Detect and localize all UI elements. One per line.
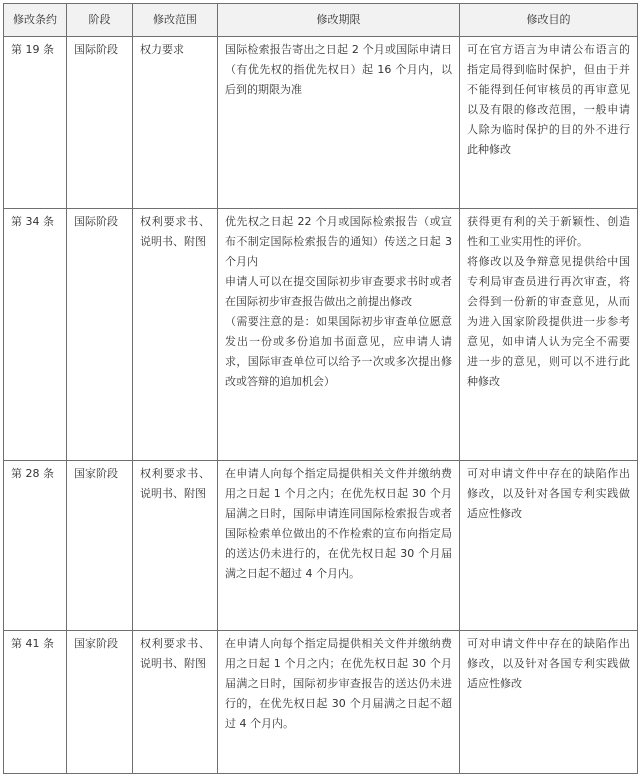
scope-cell: 权利要求书、说明书、附图 xyxy=(133,461,218,631)
scope-cell: 权力要求 xyxy=(133,37,218,209)
purpose-cell xyxy=(460,461,638,631)
purpose-text: 可在官方语言为申请公布语言的指定局得到临时保护，但由于并不能得到任何审核员的再审意见以及有限的修改范围，一般申请人除为临时保护的目的外不进行此种修改 xyxy=(467,43,630,156)
purpose-cell xyxy=(460,209,638,461)
deadline-text: 申请人可以在提交国际初步审查要求书时或者在国际初步审查报告做出之前提出修改 xyxy=(225,275,452,308)
stage-cell: 国家阶段 xyxy=(67,631,133,774)
deadline-text: 优先权之日起 22 个月或国际检索报告（或宣布不制定国际检索报告的通知）传送之日起 3 个月内 xyxy=(225,215,452,268)
deadline-text: 在申请人向每个指定局提供相关文件并缴纳费用之日起 1 个月之内；在优先权日起 30 个月届满之日时，国际初步审查报告的送达仍未进行的，在优先权日起 30 个月届满之日起不超过 4 个月内。 xyxy=(225,637,452,730)
article-cell: 第 41 条 xyxy=(4,631,67,774)
article-cell: 第 19 条 xyxy=(4,37,67,209)
table-row xyxy=(4,461,638,631)
purpose-text: 将修改以及争辩意见提供给中国专利局审查员进行再次审查，将会得到一份新的审查意见，从而为进入国家阶段提供进一步参考意见，如申请人认为完全不需要进一步的意见，则可以不进行此种修改 xyxy=(467,255,630,388)
stage-cell: 国家阶段 xyxy=(67,461,133,631)
purpose-text: 可对申请文件中存在的缺陷作出修改，以及针对各国专利实践做适应性修改 xyxy=(467,637,630,690)
scope-cell: 权利要求书、说明书、附图 xyxy=(133,209,218,461)
header-article: 修改条约 xyxy=(4,4,67,37)
deadline-note: （需要注意的是：如果国际初步审查单位愿意发出一份或多份追加书面意见，应申请人请求，国际审查单位可以给予一次或多次提出修改或答辩的追加机会） xyxy=(225,315,452,388)
purpose-cell xyxy=(460,37,638,209)
purpose-text: 获得更有利的关于新颖性、创造性和工业实用性的评价。 xyxy=(467,215,630,248)
article-cell: 第 28 条 xyxy=(4,461,67,631)
header-scope: 修改范围 xyxy=(133,4,218,37)
deadline-text: 在申请人向每个指定局提供相关文件并缴纳费用之日起 1 个月之内；在优先权日起 30 个月届满之日时，国际申请连同国际检索报告或者国际检索单位做出的不作检索的宣布向指定局的送达仍未进行的，在优先权日起 30 个月届满之日起不超过 4 个月内。 xyxy=(225,467,452,580)
deadline-text: 国际检索报告寄出之日起 2 个月或国际申请日（有优先权的指优先权日）起 16 个月内，以后到的期限为准 xyxy=(225,43,452,96)
stage-cell: 国际阶段 xyxy=(67,209,133,461)
table-row xyxy=(4,209,638,461)
deadline-cell xyxy=(218,461,460,631)
article-cell: 第 34 条 xyxy=(4,209,67,461)
purpose-cell xyxy=(460,631,638,774)
stage-cell: 国际阶段 xyxy=(67,37,133,209)
deadline-cell xyxy=(218,37,460,209)
deadline-cell xyxy=(218,209,460,461)
amendment-table xyxy=(3,3,638,774)
header-stage: 阶段 xyxy=(67,4,133,37)
header-deadline: 修改期限 xyxy=(218,4,460,37)
purpose-text: 可对申请文件中存在的缺陷作出修改，以及针对各国专利实践做适应性修改 xyxy=(467,467,630,520)
table-header-row xyxy=(4,4,638,37)
deadline-cell xyxy=(218,631,460,774)
table-row xyxy=(4,37,638,209)
scope-cell: 权利要求书、说明书、附图 xyxy=(133,631,218,774)
table-row xyxy=(4,631,638,774)
header-purpose: 修改目的 xyxy=(460,4,638,37)
